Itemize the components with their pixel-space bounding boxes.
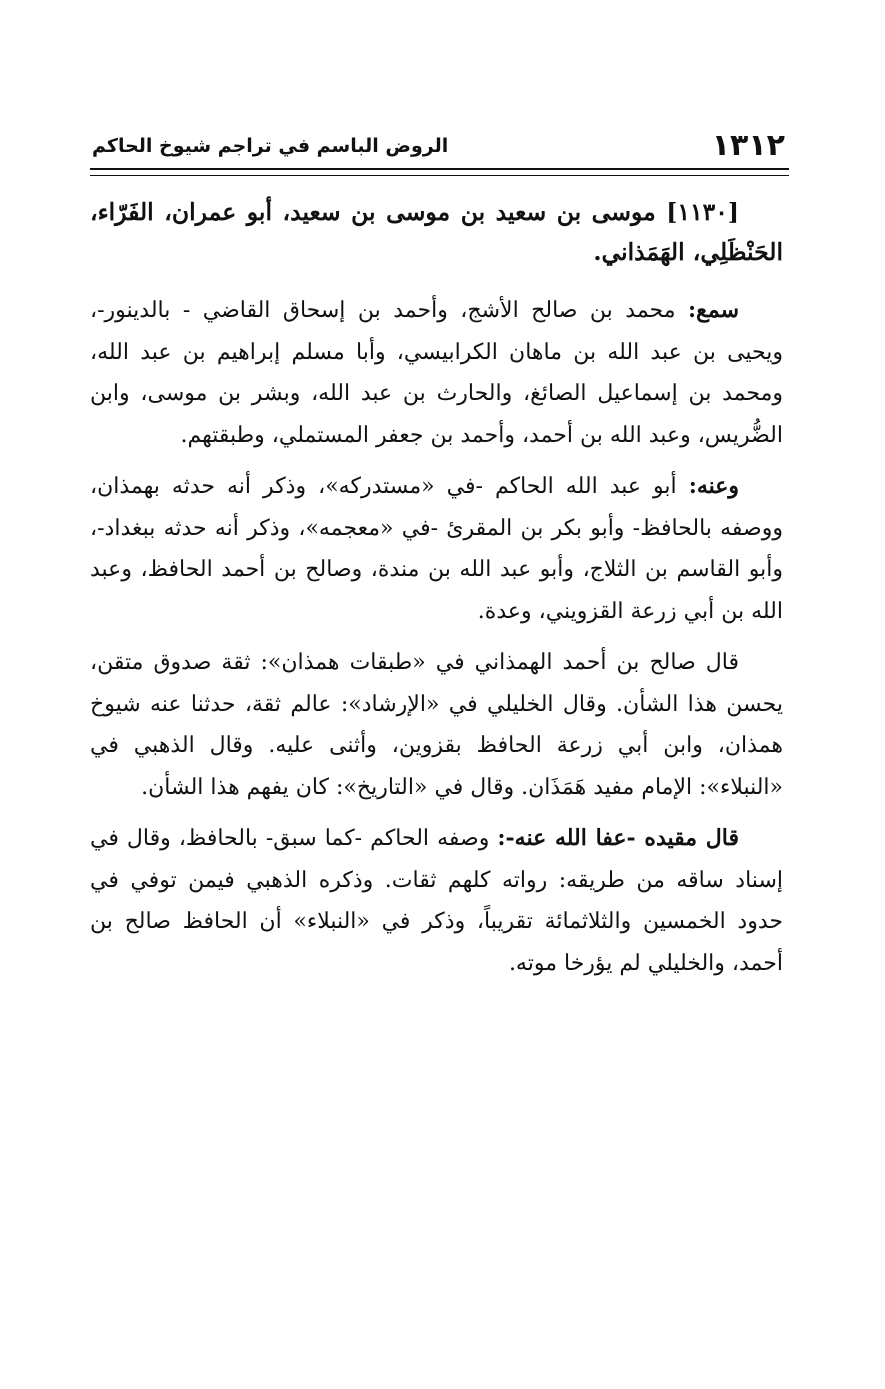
entry-title: [١١٣٠] موسى بن سعيد بن موسى بن سعيد، أبو عمران، الفَرّاء، الحَنْظَلِي، الهَمَذاني. bbox=[90, 198, 783, 266]
narrated-by-text: أبو عبد الله الحاكم -في «مستدركه»، وذكر أنه حدثه بهمذان، ووصفه بالحافظ- وأبو بكر بن المقرئ -في «معجمه»، وذكر أنه حدثه ببغداد-، وأبو القاسم بن الثلاج، وأبو عبد الله بن مندة، وصالح بن أحمد الحافظ، وعبد الله بن أبي زرعة القزويني، وعدة. bbox=[90, 474, 783, 624]
running-title: الروض الباسم في تراجم شيوخ الحاكم bbox=[92, 134, 449, 157]
page-body bbox=[90, 192, 783, 994]
heard-from-text: محمد بن صالح الأشج، وأحمد بن إسحاق القاضي - بالدينور-، ويحيى بن عبد الله بن ماهان الكرابيسي، وأبا مسلم إبراهيم بن عبد الله، ومحمد بن إسماعيل الصائغ، والحارث بن عبد الله، وبشر بن موسى، وابن الضُّريس، وعبد الله بن أحمد، وأحمد بن جعفر المستملي، وطبقتهم. bbox=[90, 298, 783, 448]
opinions-paragraph: قال صالح بن أحمد الهمذاني في «طبقات همذان»: ثقة صدوق متقن، يحسن هذا الشأن. وقال الخليلي في «الإرشاد»: عالم ثقة، حدثنا عنه شيوخ همذان، وابن أبي زرعة الحافظ بقزوين، وأثنى عليه. وقال الذهبي في «النبلاء»: الإمام مفيد هَمَذَان. وقال في «التاريخ»: كان يفهم هذا الشأن. bbox=[90, 650, 783, 800]
heard-from-label: سمع: bbox=[688, 297, 739, 323]
page-number: ١٣١٢ bbox=[711, 128, 785, 163]
editor-note-paragraph bbox=[90, 818, 783, 984]
page-header bbox=[92, 128, 785, 163]
narrated-by-label: وعنه: bbox=[688, 473, 740, 499]
heard-from-paragraph bbox=[90, 290, 783, 456]
narrated-by-paragraph bbox=[90, 466, 783, 632]
header-rule-thick bbox=[90, 168, 789, 170]
editor-note-text: وصفه الحاكم -كما سبق- بالحافظ، وقال في إسناد ساقه من طريقه: رواته كلهم ثقات. وذكره الذهبي فيمن توفي في حدود الخمسين والثلاثمائة تقريباً، وذكر في «النبلاء» أن الحافظ صالح بن أحمد، والخليلي لم يؤرخا موته. bbox=[90, 826, 783, 976]
editor-note-label: قال مقيده -عفا الله عنه-: bbox=[497, 825, 739, 851]
header-rule-thin bbox=[90, 175, 789, 176]
